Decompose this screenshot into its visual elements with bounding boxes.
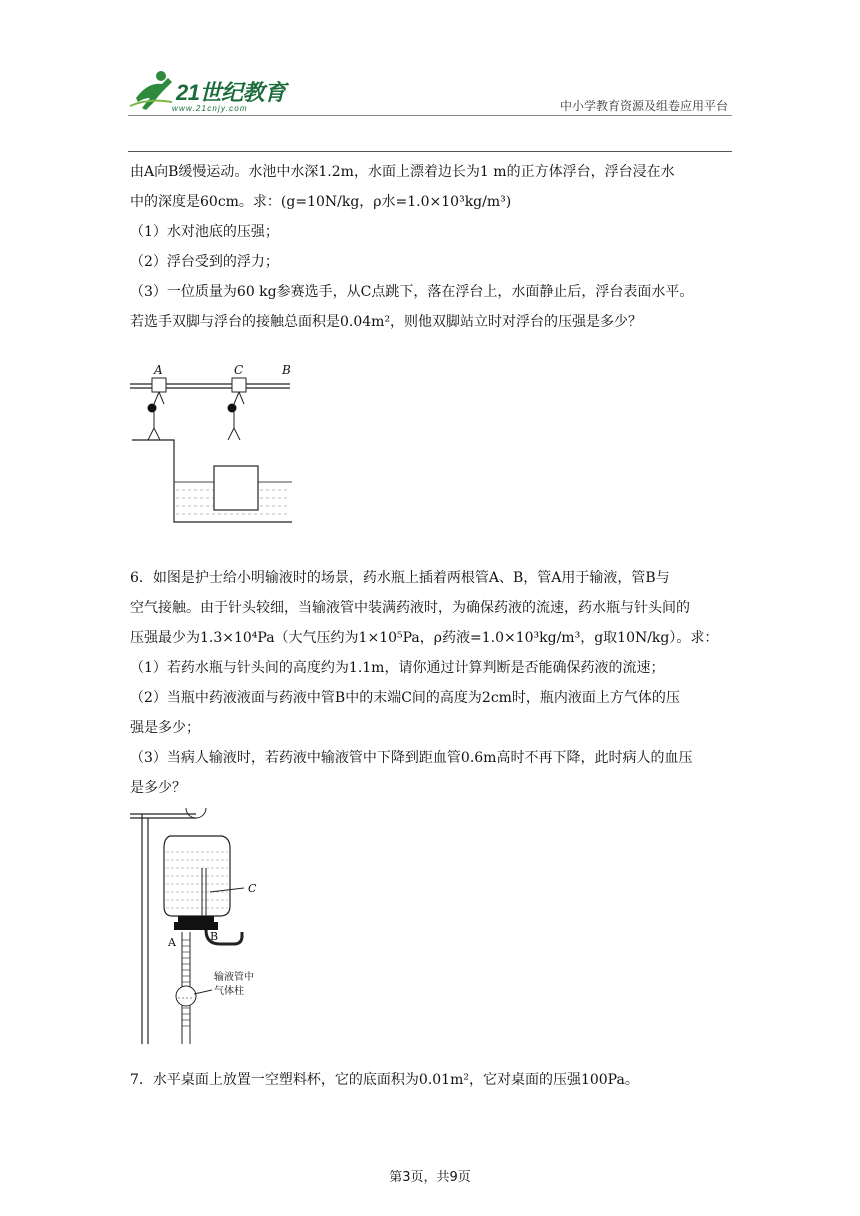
label-a: A (154, 363, 163, 377)
header-divider-bottom (128, 151, 732, 152)
contestant-c-icon (228, 392, 245, 440)
q5-part3a: （3）一位质量为60 kg参赛选手，从C点跳下，落在浮台上，水面静止后，浮台表面水平。 (130, 284, 694, 300)
label-b: B (282, 363, 291, 377)
logo-text: 21世纪教育 (176, 80, 286, 105)
q6-part2b: 强是多少； (130, 720, 200, 736)
iv-drip-figure (130, 808, 290, 1048)
label-a: A (168, 936, 176, 949)
q5-part2: （2）浮台受到的浮力； (130, 254, 279, 270)
logo-url: www.21cnjy.com (172, 104, 248, 113)
q6-part3b: 是多少？ (130, 780, 186, 796)
logo (128, 68, 298, 118)
platform-name: 中小学教育资源及组卷应用平台 (559, 99, 728, 113)
gas-label-1: 输液管中 (214, 972, 254, 983)
drip-chamber (176, 986, 196, 1006)
header-divider (128, 115, 732, 116)
q5-part3b: 若选手双脚与浮台的接触总面积是0.04m²，则他双脚站立时对浮台的压强是多少？ (130, 314, 643, 330)
page-header (128, 68, 732, 152)
runner-logo-icon (128, 68, 178, 114)
contestant-a-icon (148, 392, 165, 440)
q6-part2a: （2）当瓶中药液液面与药液中管B中的末端C间的高度为2cm时，瓶内液面上方气体的压 (130, 690, 680, 706)
floating-platform (214, 466, 258, 510)
pool-figure (130, 360, 300, 526)
q7-line1: 7．水平桌面上放置一空塑料杯，它的底面积为0.01m²，它对桌面的压强100Pa。 (130, 1072, 639, 1088)
q5-part1: （1）水对池底的压强； (130, 224, 279, 240)
q6-part3a: （3）当病人输液时，若药液中输液管中下降到距血管0.6m高时不再下降，此时病人的血压 (130, 750, 693, 766)
q5-line2: 中的深度是60cm。求：(g=10N/kg，ρ水=1.0×10³kg/m³) (130, 194, 512, 210)
q6-part1: （1）若药水瓶与针头间的高度约为1.1m，请你通过计算判断是否能确保药液的流速； (130, 660, 665, 676)
q6-line3: 压强最少为1.3×10⁴Pa（大气压约为1×10⁵Pa，ρ药液=1.0×10³kg/m³，g取10N/kg）。求： (130, 630, 719, 646)
q6-line2: 空气接触。由于针头较细，当输液管中装满药液时，为确保药液的流速，药水瓶与针头间的 (130, 600, 690, 616)
q5-line1: 由A向B缓慢运动。水池中水深1.2m，水面上漂着边长为1 m的正方体浮台，浮台浸在水 (130, 164, 675, 180)
label-c: C (248, 882, 257, 895)
page-footer: 第3页，共9页 (389, 1170, 471, 1185)
label-c: C (234, 363, 244, 377)
q6-line1: 6．如图是护士给小明输液时的场景，药水瓶上插着两根管A、B，管A用于输液，管B与 (130, 570, 670, 586)
label-b: B (210, 930, 219, 943)
gas-label-2: 气体柱 (214, 986, 244, 997)
